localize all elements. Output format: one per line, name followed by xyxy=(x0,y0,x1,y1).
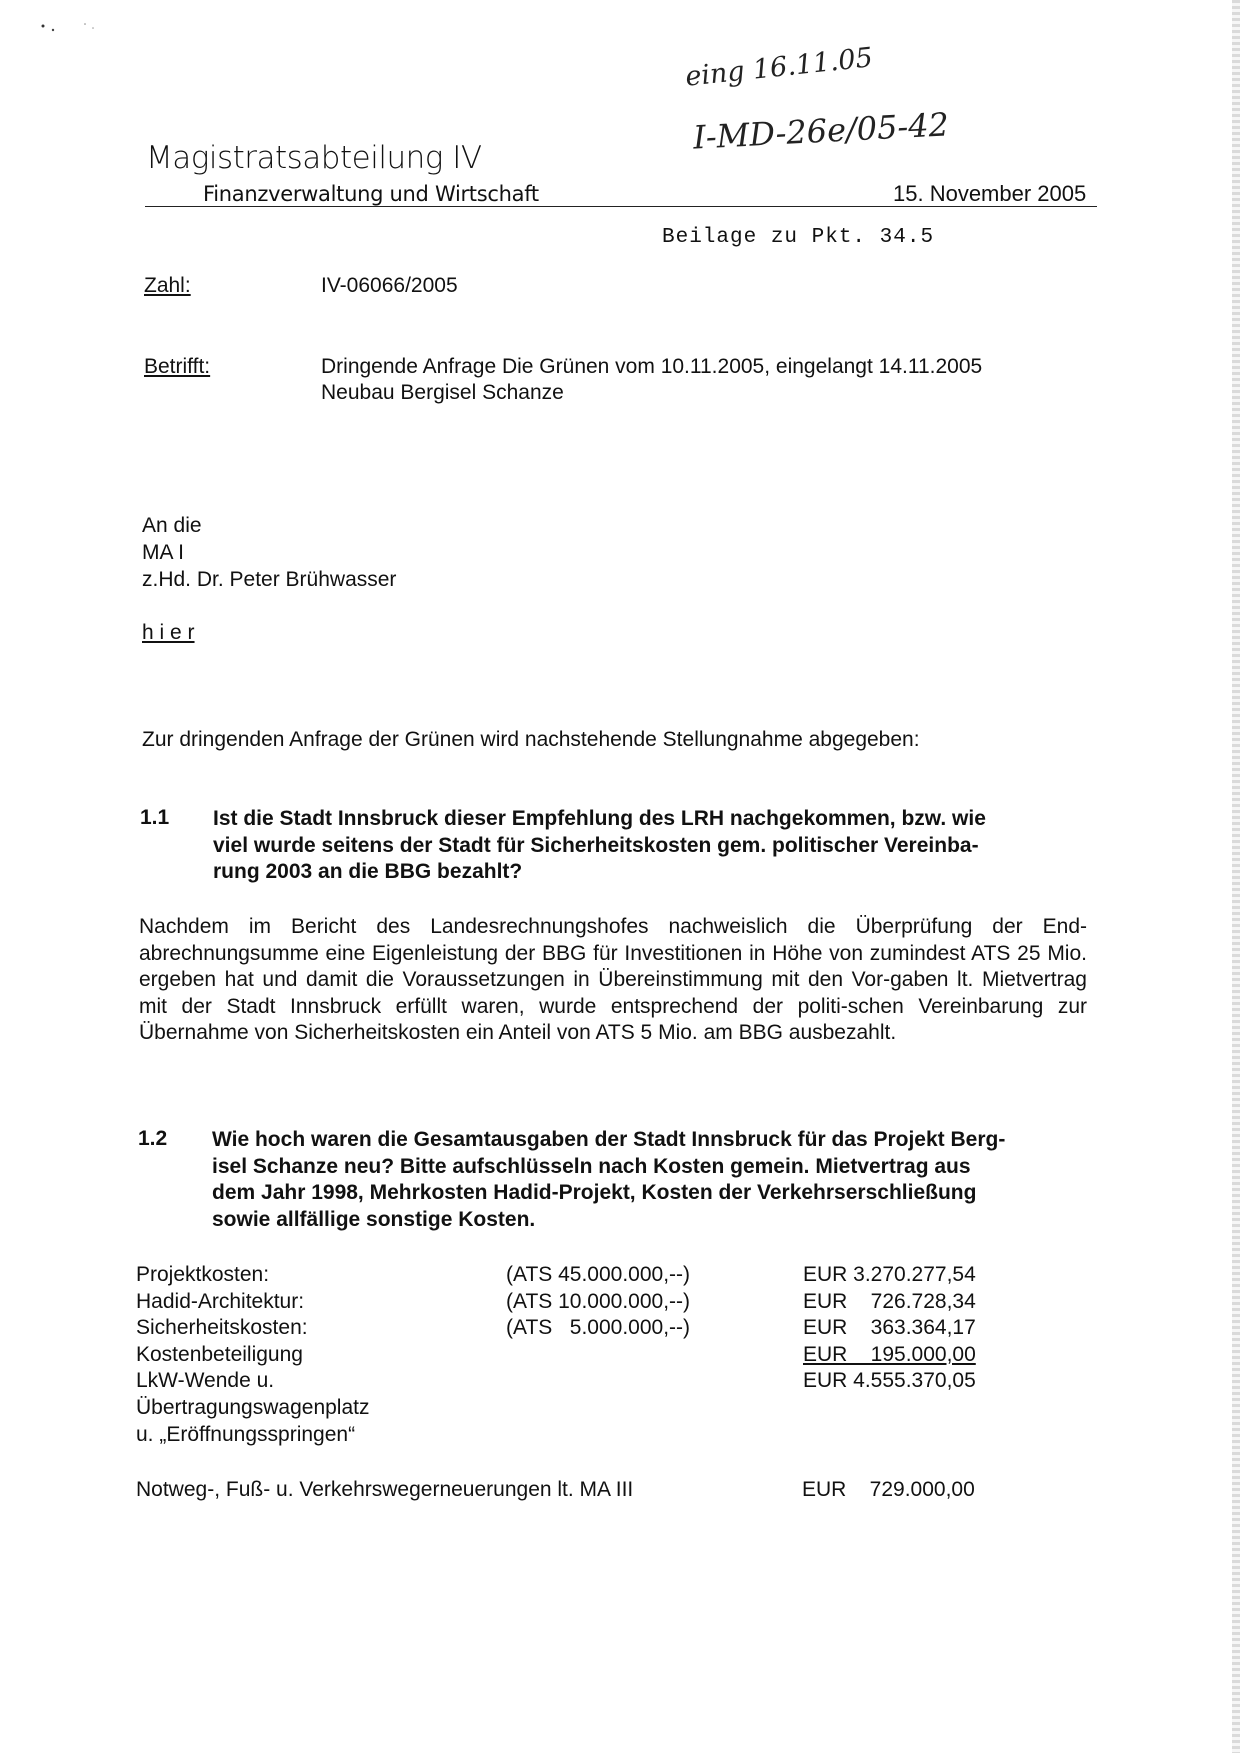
question-2-text xyxy=(212,1127,1086,1233)
question-1-text xyxy=(213,806,1089,886)
scan-speck xyxy=(35,18,105,42)
question-line: dem Jahr 1998, Mehrkosten Hadid-Projekt, Kosten der Verkehrserschließung xyxy=(212,1181,977,1205)
betrifft-line-2: Neubau Bergisel Schanze xyxy=(321,381,564,404)
cost-label: Kostenbeteiligung xyxy=(136,1342,303,1366)
cost-ats xyxy=(506,1422,803,1449)
cost-label: Projektkosten: xyxy=(136,1263,270,1286)
cost-label: Übertragungswagenplatz xyxy=(136,1395,370,1419)
question-line: sowie allfällige sonstige Kosten. xyxy=(212,1207,536,1231)
cost-label: u. „Eröffnungsspringen“ xyxy=(136,1422,356,1446)
cost-ats xyxy=(506,1368,803,1395)
cost-ats xyxy=(506,1342,803,1369)
recipient-line-3: z.Hd. Dr. Peter Brühwasser xyxy=(142,568,397,591)
cost-ats xyxy=(506,1395,803,1422)
question-line: isel Schanze neu? Bitte aufschlüsseln nach Kosten gemein. Mietvertrag aus xyxy=(212,1154,971,1178)
cost-ats: (ATS 5.000.000,--) xyxy=(506,1316,691,1340)
cost-ats: (ATS 45.000.000,--) xyxy=(506,1263,691,1286)
table-row xyxy=(136,1315,1016,1342)
table-row xyxy=(136,1422,1016,1449)
cost-label: LkW-Wende u. xyxy=(136,1369,275,1393)
cost-label: Sicherheitskosten: xyxy=(136,1316,308,1340)
extra-cost-label: Notweg-, Fuß- u. Verkehrswegerneuerungen lt. MA III xyxy=(136,1478,634,1501)
letter-date: 15. November 2005 xyxy=(893,181,1087,206)
scan-edge xyxy=(1232,0,1240,1753)
cost-eur: EUR 726.728,34 xyxy=(803,1289,976,1313)
header-rule xyxy=(145,206,1097,207)
table-row xyxy=(136,1289,1016,1316)
cost-eur-total: EUR 4.555.370,05 xyxy=(803,1369,976,1393)
department-name: Magistratsabteilung IV xyxy=(146,140,482,176)
question-number: 1.2 xyxy=(138,1127,168,1150)
cost-eur: EUR 3.270.277,54 xyxy=(803,1263,976,1286)
recipient-line-1: An die xyxy=(142,514,202,537)
question-line: viel wurde seitens der Stadt für Sicherheitskosten gem. politischer Vereinba- xyxy=(213,833,979,857)
subdepartment-name: Finanzverwaltung und Wirtschaft xyxy=(203,182,539,206)
cost-eur xyxy=(803,1395,1016,1422)
table-row xyxy=(136,1262,1016,1289)
question-line: Ist die Stadt Innsbruck dieser Empfehlung des LRH nachgekommen, bzw. wie xyxy=(213,807,986,830)
hier-label: h i e r xyxy=(142,621,195,644)
attachment-stamp: Beilage zu Pkt. 34.5 xyxy=(662,226,935,249)
zahl-value: IV-06066/2005 xyxy=(321,274,458,297)
betrifft-line-1: Dringende Anfrage Die Grünen vom 10.11.2005, eingelangt 14.11.2005 xyxy=(321,355,983,378)
question-line: Wie hoch waren die Gesamtausgaben der Stadt Innsbruck für das Projekt Berg- xyxy=(212,1128,1006,1151)
cost-table xyxy=(136,1262,1016,1448)
table-row xyxy=(136,1342,1016,1369)
zahl-label: Zahl: xyxy=(144,274,191,297)
betrifft-label: Betrifft: xyxy=(144,355,211,378)
intro-text: Zur dringenden Anfrage der Grünen wird nachstehende Stellungnahme abgegeben: xyxy=(142,728,920,751)
table-row xyxy=(136,1395,1016,1422)
question-line: rung 2003 an die BBG bezahlt? xyxy=(213,860,523,884)
cost-eur: EUR 363.364,17 xyxy=(803,1316,976,1340)
cost-label: Hadid-Architektur: xyxy=(136,1289,305,1313)
cost-eur xyxy=(803,1422,1016,1449)
handwritten-received-note: eing 16.11.05 xyxy=(683,42,875,93)
cost-eur-subtotal: EUR 195.000,00 xyxy=(803,1342,976,1366)
recipient-line-2: MA I xyxy=(142,541,185,564)
cost-ats: (ATS 10.000.000,--) xyxy=(506,1289,691,1313)
question-number: 1.1 xyxy=(140,806,170,829)
table-row xyxy=(136,1368,1016,1395)
extra-cost-eur: EUR 729.000,00 xyxy=(802,1478,975,1501)
handwritten-reference-number: I-MD-26e/05-42 xyxy=(692,105,950,157)
answer-1-paragraph: Nachdem im Bericht des Landesrechnungshofes nachweislich die Überprüfung der End-abrechnungsumme eine Eigenleistung der BBG für Investitionen in Höhe von zumindest ATS 25 Mio. ergeben hat und damit die Voraussetzungen in Übereinstimmung mit den Vor-gaben lt. Mietvertrag mit der Stadt Innsbruck erfüllt waren, wurde entsprechend der politi-schen Vereinbarung zur Übernahme von Sicherheitskosten ein Anteil von ATS 5 Mio. am BBG ausbezahlt. xyxy=(139,915,1087,1045)
